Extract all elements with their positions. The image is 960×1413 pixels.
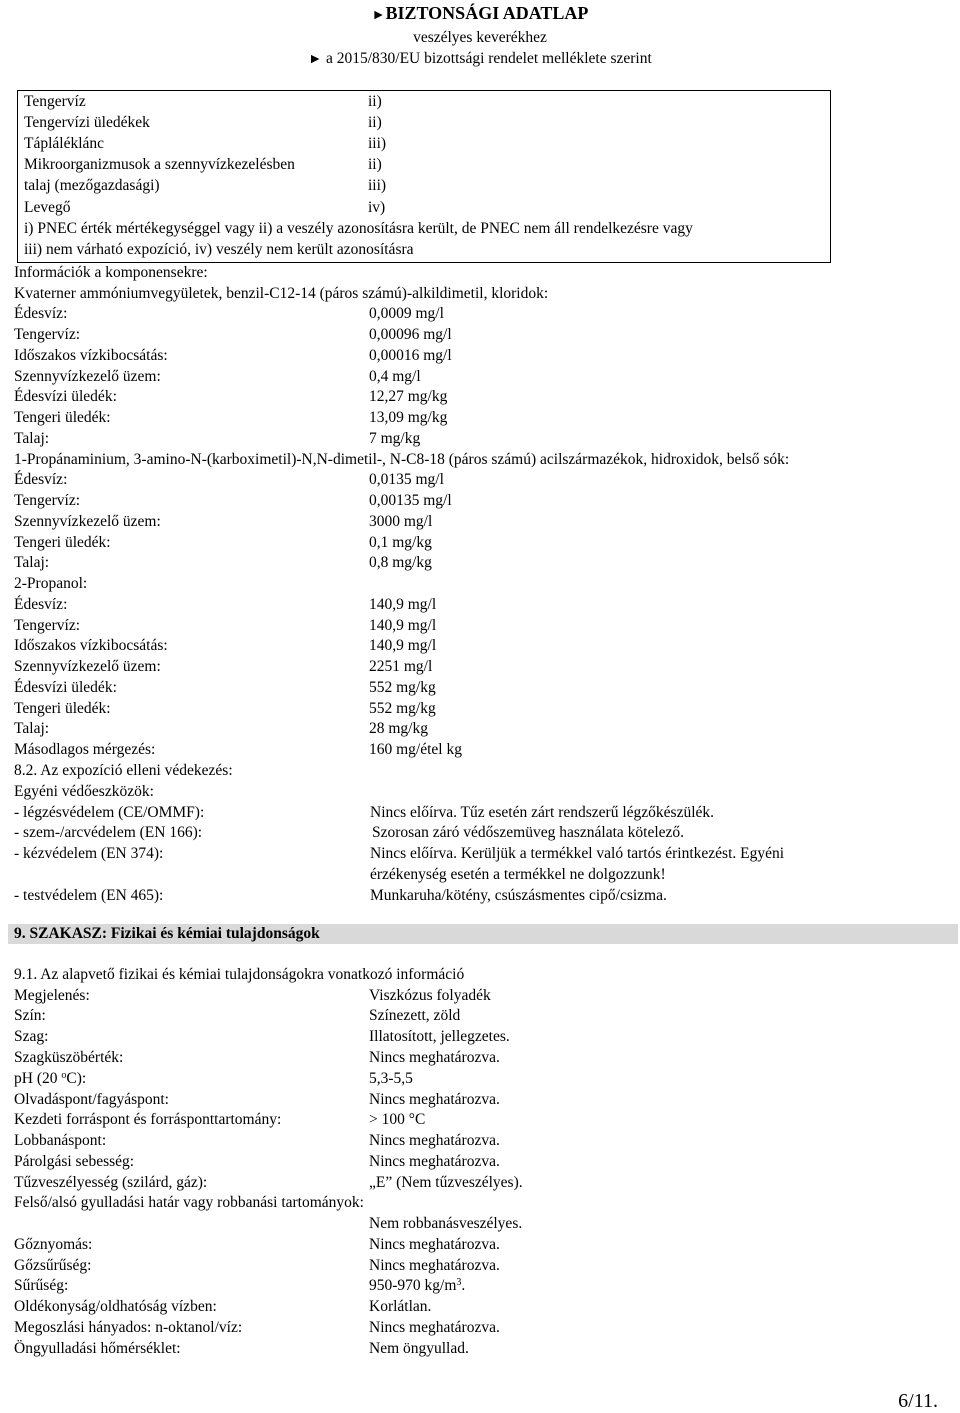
pnec-row-value: ii) (368, 114, 382, 131)
regulation-text: a 2015/830/EU bizottsági rendelet melléklete szerint (325, 50, 652, 67)
param-value: 160 mg/étel kg (369, 741, 462, 758)
pnec-row-label: Mikroorganizmusok a szennyvízkezelésben (24, 156, 295, 173)
degree-sup: o (61, 1070, 67, 1081)
property-label: Öngyulladási hőmérséklet: (14, 1340, 181, 1357)
section-heading: 9. SZAKASZ: Fizikai és kémiai tulajdonságok (8, 924, 958, 944)
param-value: 7 mg/kg (369, 430, 421, 447)
pnec-row-label: Tápláléklánc (24, 135, 105, 152)
property-value (369, 1276, 465, 1296)
property-label: Lobbanáspont: (14, 1132, 107, 1149)
param-label: Tengeri üledék: (14, 409, 111, 426)
param-label: Édesvíz: (14, 471, 68, 488)
param-value: 0,00135 mg/l (369, 492, 452, 509)
document-subtitle: veszélyes keverékhez (413, 29, 547, 46)
param-label: Szennyvízkezelő üzem: (14, 513, 161, 530)
ppe-label: - kézvédelem (EN 374): (14, 845, 164, 862)
param-value: 140,9 mg/l (369, 596, 437, 613)
property-label: Tűzveszélyesség (szilárd, gáz): (14, 1174, 208, 1191)
property-value: Nincs meghatározva. (369, 1319, 500, 1336)
exposure-heading: 8.2. Az expozíció elleni védekezés: (14, 762, 233, 779)
param-label: Édesvíz: (14, 596, 68, 613)
param-value: 3000 mg/l (369, 513, 433, 530)
param-value: 0,0009 mg/l (369, 305, 444, 322)
property-value: > 100 °C (369, 1111, 426, 1128)
property-value: Viszkózus folyadék (369, 987, 491, 1004)
param-label: Tengervíz: (14, 492, 81, 509)
property-label: Megoszlási hányados: n-oktanol/víz: (14, 1319, 243, 1336)
param-label: Tengeri üledék: (14, 700, 111, 717)
param-value: 0,00096 mg/l (369, 326, 452, 343)
pnec-row-value: ii) (368, 93, 382, 110)
property-value: 5,3-5,5 (369, 1070, 413, 1087)
param-label: Édesvíz: (14, 305, 68, 322)
ppe-value: érzékenység esetén a termékkel ne dolgozzunk! (370, 866, 666, 883)
param-label: Talaj: (14, 720, 50, 737)
pnec-note-line: iii) nem várható expozíció, iv) veszély nem került azonosításra (24, 241, 414, 258)
title-text: BIZTONSÁGI ADATLAP (385, 3, 589, 23)
property-value: Korlátlan. (369, 1298, 432, 1315)
property-label: Sűrűség: (14, 1277, 69, 1294)
pnec-row-label: Tengervíz (24, 93, 86, 110)
property-label: Szagküszöbérték: (14, 1049, 124, 1066)
param-value: 140,9 mg/l (369, 617, 437, 634)
density-value-text: 950-970 kg/m (369, 1277, 457, 1294)
property-value: Illatosított, jellegzetes. (369, 1028, 510, 1045)
property-label: Kezdeti forráspont és forrásponttartomány: (14, 1111, 282, 1128)
arrow-marker-icon: ► (371, 8, 386, 23)
property-value: Nem öngyullad. (369, 1340, 469, 1357)
ph-label-unit: C): (66, 1070, 87, 1087)
subsection-heading: 9.1. Az alapvető fizikai és kémiai tulajdonságokra vonatkozó információ (14, 966, 465, 983)
pnec-row-label: Levegő (24, 199, 71, 216)
param-value: 28 mg/kg (369, 720, 428, 737)
arrow-marker-icon: ► (308, 52, 323, 67)
param-label: Időszakos vízkibocsátás: (14, 347, 168, 364)
pnec-row-label: Tengervízi üledékek (24, 114, 150, 131)
property-value: Nincs meghatározva. (369, 1257, 500, 1274)
component-name: 2-Propanol: (14, 575, 88, 592)
param-value: 12,27 mg/kg (369, 388, 448, 405)
density-value-end: . (461, 1277, 466, 1294)
pnec-row-value: iii) (368, 177, 387, 194)
param-value: 552 mg/kg (369, 679, 436, 696)
property-value: Színezett, zöld (369, 1007, 461, 1024)
pnec-row-value: iv) (368, 199, 386, 216)
param-value: 0,1 mg/kg (369, 534, 432, 551)
property-label: Párolgási sebesség: (14, 1153, 135, 1170)
param-label: Tengervíz: (14, 326, 81, 343)
property-label: Oldékonyság/oldhatóság vízben: (14, 1298, 217, 1315)
pnec-note-line: i) PNEC érték mértékegységgel vagy ii) a veszély azonosításra került, de PNEC nem áll rendelkezésre vagy (24, 220, 693, 237)
property-value: Nem robbanásveszélyes. (369, 1215, 523, 1232)
ppe-value: Nincs előírva. Tűz esetén zárt rendszerű légzőkészülék. (370, 804, 715, 821)
param-label: Szennyvízkezelő üzem: (14, 368, 161, 385)
property-value: Nincs meghatározva. (369, 1091, 500, 1108)
ppe-value: Szorosan záró védőszemüveg használata kötelező. (372, 824, 685, 841)
property-label (14, 1069, 86, 1089)
param-value: 0,8 mg/kg (369, 554, 432, 571)
ppe-value: Nincs előírva. Kerüljük a termékkel való tartós érintkezést. Egyéni (370, 845, 785, 862)
exponent-sup: 3 (456, 1277, 462, 1288)
property-value: Nincs meghatározva. (369, 1153, 500, 1170)
pnec-row-label: talaj (mezőgazdasági) (24, 177, 160, 194)
param-label: Tengervíz: (14, 617, 81, 634)
property-label: Szín: (14, 1007, 46, 1024)
property-label: Gőznyomás: (14, 1236, 93, 1253)
property-value: Nincs meghatározva. (369, 1132, 500, 1149)
param-value: 13,09 mg/kg (369, 409, 448, 426)
param-label: Talaj: (14, 554, 50, 571)
property-label: Felső/alsó gyulladási határ vagy robbanási tartományok: (14, 1194, 364, 1211)
param-label: Édesvízi üledék: (14, 679, 117, 696)
param-label: Édesvízi üledék: (14, 388, 117, 405)
property-label: Szag: (14, 1028, 49, 1045)
components-heading: Információk a komponensekre: (14, 264, 208, 281)
param-label: Szennyvízkezelő üzem: (14, 658, 161, 675)
property-value: Nincs meghatározva. (369, 1049, 500, 1066)
ppe-label: - szem-/arcvédelem (EN 166): (14, 824, 203, 841)
param-label: Talaj: (14, 430, 50, 447)
ppe-label: - légzésvédelem (CE/OMMF): (14, 804, 205, 821)
regulation-line (0, 49, 960, 70)
ppe-heading: Egyéni védőeszközök: (14, 783, 154, 800)
pnec-row-value: iii) (368, 135, 387, 152)
pnec-row-value: ii) (368, 156, 382, 173)
property-label: Megjelenés: (14, 987, 90, 1004)
page-number: 6/11. (898, 1390, 938, 1412)
param-value: 0,0135 mg/l (369, 471, 444, 488)
component-name: Kvaterner ammóniumvegyületek, benzil-C12-14 (páros számú)-alkildimetil, kloridok: (14, 285, 549, 302)
ppe-value: Munkaruha/kötény, csúszásmentes cipő/csizma. (370, 887, 667, 904)
property-value: Nincs meghatározva. (369, 1236, 500, 1253)
document-title (0, 2, 960, 27)
param-value: 2251 mg/l (369, 658, 433, 675)
property-label: Olvadáspont/fagyáspont: (14, 1091, 169, 1108)
property-label: Gőzsűrűség: (14, 1257, 92, 1274)
ph-label-text: pH (20 (14, 1070, 62, 1087)
param-value: 0,00016 mg/l (369, 347, 452, 364)
param-value: 140,9 mg/l (369, 637, 437, 654)
param-label: Időszakos vízkibocsátás: (14, 637, 168, 654)
param-value: 0,4 mg/l (369, 368, 421, 385)
param-label: Tengeri üledék: (14, 534, 111, 551)
property-value: „E” (Nem tűzveszélyes). (369, 1174, 523, 1191)
component-name: 1-Propánaminium, 3-amino-N-(karboximetil)-N,N-dimetil-, N-C8-18 (páros számú) acilszármazékok, hidroxidok, belső sók: (14, 451, 790, 468)
ppe-label: - testvédelem (EN 465): (14, 887, 164, 904)
param-label: Másodlagos mérgezés: (14, 741, 156, 758)
param-value: 552 mg/kg (369, 700, 436, 717)
